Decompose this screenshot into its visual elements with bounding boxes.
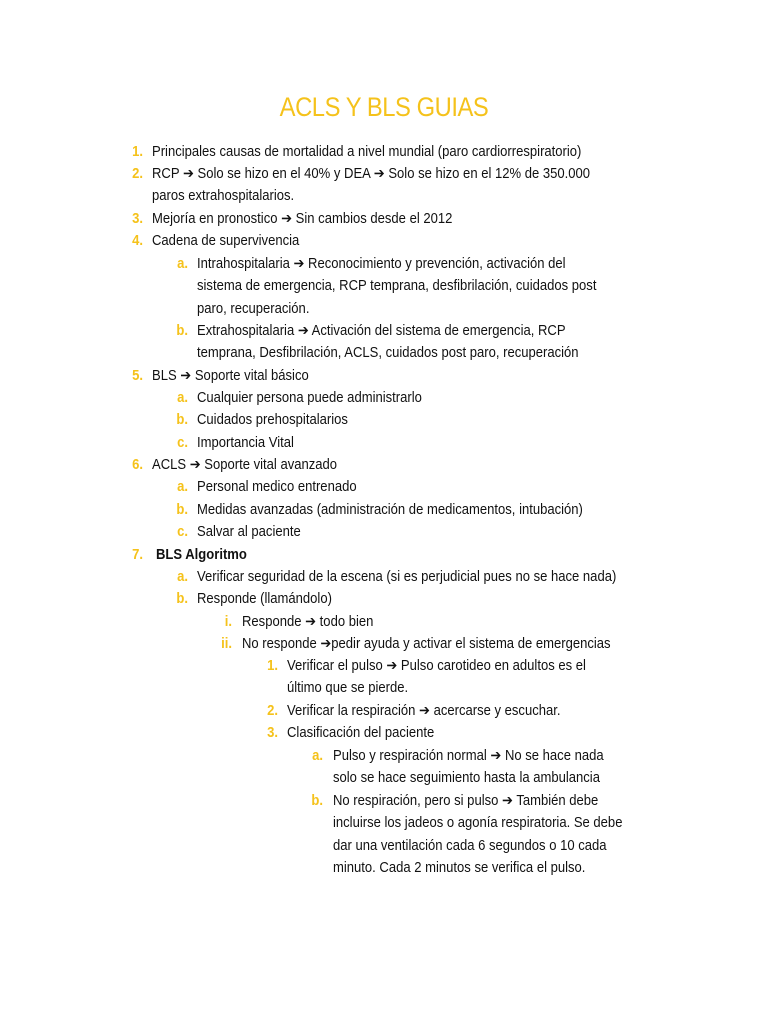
list-item-line: Cuidados prehospitalarios [197,412,348,428]
list-marker: 1. [267,658,278,674]
list-marker: b. [176,591,188,607]
list-marker: b. [176,323,188,339]
list-marker: a. [177,390,188,406]
list-marker: ii. [221,636,232,652]
list-marker: 5. [132,368,143,384]
list-item-line: ACLS ➔ Soporte vital avanzado [152,457,338,473]
list-item-line: dar una ventilación cada 6 segundos o 10 cada [333,837,607,854]
list-item-line: No responde ➔pedir ayuda y activar el sistema de emergencias [242,636,611,652]
list-item-line: sistema de emergencia, RCP temprana, desfibrilación, cuidados post [197,278,597,295]
list-marker: c. [177,524,188,540]
list-marker: 3. [267,725,278,741]
list-item-line: Clasificación del paciente [287,725,435,741]
list-marker: c. [177,435,188,451]
list-item-line: minuto. Cada 2 minutos se verifica el pulso. [333,860,586,877]
list-item-line: Cualquier persona puede administrarlo [197,390,422,406]
list-marker: i. [224,614,232,630]
list-item-line: BLS ➔ Soporte vital básico [152,368,309,384]
list-marker: 3. [132,211,143,227]
list-marker: a. [312,748,323,764]
list-item-line: último que se pierde. [287,680,409,697]
list-item-line: Pulso y respiración normal ➔ No se hace nada [333,748,604,764]
list-item-line: Medidas avanzadas (administración de medicamentos, intubación) [197,502,583,518]
list-item-line: Mejoría en pronostico ➔ Sin cambios desde el 2012 [152,211,453,227]
document-title: ACLS Y BLS GUIAS [279,92,489,122]
list-marker: 2. [267,703,278,719]
list-item-line: Extrahospitalaria ➔ Activación del sistema de emergencia, RCP [197,323,566,339]
list-marker: a. [177,569,188,585]
list-item-line: Responde ➔ todo bien [242,614,374,630]
list-item-line: BLS Algoritmo [156,547,247,563]
list-marker: 7. [132,547,143,563]
list-marker: a. [177,479,188,495]
list-item-line: Salvar al paciente [197,524,301,540]
list-marker: 2. [132,166,143,182]
list-item-line: Principales causas de mortalidad a nivel mundial (paro cardiorrespiratorio) [152,144,582,160]
list-marker: 6. [132,457,143,473]
list-item-line: No respiración, pero si pulso ➔ También debe [333,793,599,809]
list-marker: b. [311,793,323,809]
list-item-line: temprana, Desfibrilación, ACLS, cuidados post paro, recuperación [197,345,579,362]
list-item-line: paro, recuperación. [197,300,310,317]
list-item-line: paros extrahospitalarios. [152,188,295,205]
list-item-line: incluirse los jadeos o agonía respiratoria. Se debe [333,815,623,832]
list-marker: 1. [132,144,143,160]
list-item-line: Responde (llamándolo) [197,591,332,607]
list-item-line: Verificar la respiración ➔ acercarse y escuchar. [287,703,561,719]
list-item-line: Importancia Vital [197,435,294,451]
list-item-line: Cadena de supervivencia [152,233,300,249]
list-item-line: Personal medico entrenado [197,479,357,495]
list-marker: a. [177,256,188,272]
list-item-line: solo se hace seguimiento hasta la ambulancia [333,770,600,787]
list-item-line: Verificar seguridad de la escena (si es perjudicial pues no se hace nada) [197,569,617,585]
list-item-line: RCP ➔ Solo se hizo en el 40% y DEA ➔ Solo se hizo en el 12% de 350.000 [152,166,591,182]
list-marker: b. [176,502,188,518]
list-item-line: Verificar el pulso ➔ Pulso carotideo en adultos es el [287,658,586,674]
list-marker: 4. [132,233,143,249]
list-marker: b. [176,412,188,428]
list-item-line: Intrahospitalaria ➔ Reconocimiento y prevención, activación del [197,256,566,272]
